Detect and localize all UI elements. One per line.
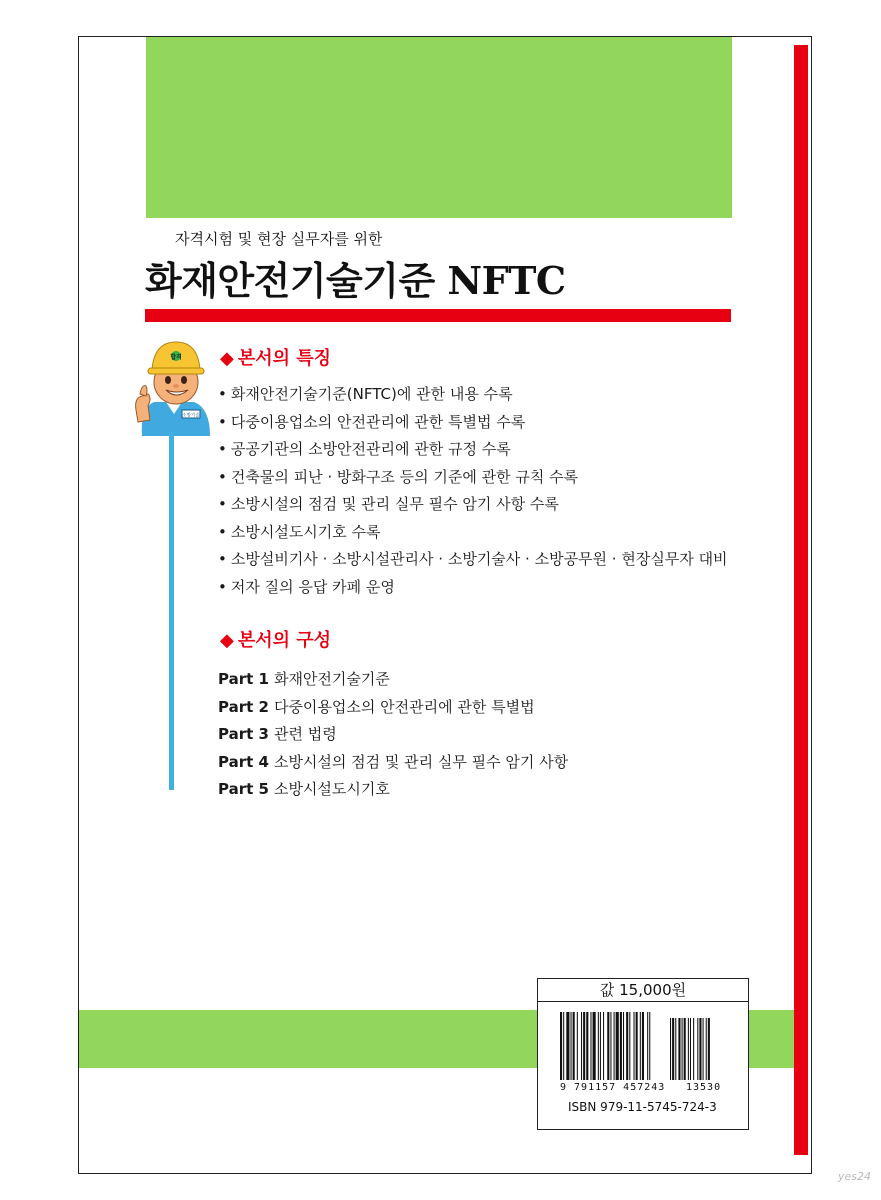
structure-heading: ◆ 본서의 구성 [220, 630, 332, 651]
features-heading: ◆ 본서의 특징 [220, 348, 332, 369]
bullet-icon: • [218, 495, 227, 513]
bullet-icon: • [218, 467, 227, 486]
bullet-icon: • [218, 440, 227, 458]
list-item: • 저자 질의 응답 카페 운영 [218, 575, 728, 603]
barcode-box [537, 1002, 749, 1130]
bullet-icon: • [218, 577, 227, 596]
watermark-text: yes24 [838, 1170, 872, 1183]
list-item: Part 4 소방시설의 점검 및 관리 실무 필수 암기 사항 [218, 752, 569, 771]
features-list [218, 382, 728, 602]
list-item: Part 2 다중이용업소의 안전관리에 관한 특별법 [218, 697, 535, 716]
list-item: • 공공기관의 소방안전관리에 관한 규정 수록 [218, 437, 728, 465]
cover-subtitle: 자격시험 및 현장 실무자를 위한 [175, 230, 383, 248]
barcode-digits: 9 791157 457243 [560, 1082, 666, 1093]
list-item: • 화재안전기술기준(NFTC)에 관한 내용 수록 [218, 382, 728, 410]
title-red-bar [145, 309, 731, 322]
diamond-icon: ◆ [220, 630, 234, 651]
bullet-icon: • [218, 412, 227, 431]
mascot-illustration [132, 336, 216, 436]
price-label: 값 15,000원 [537, 978, 749, 1002]
top-green-band [146, 37, 732, 218]
list-item: • 다중이용업소의 안전관리에 관한 특별법 수록 [218, 410, 728, 438]
barcode-icon [560, 1012, 730, 1082]
list-item: • 소방시설도시기호 수록 [218, 520, 728, 548]
bullet-icon: • [218, 522, 227, 541]
list-item: Part 3 관련 법령 [218, 725, 337, 743]
red-spine-stripe [794, 45, 808, 1155]
parts-list [218, 667, 568, 805]
list-item: • 건축물의 피난 · 방화구조 등의 기준에 관한 규칙 수록 [218, 465, 728, 493]
list-item: • 소방설비기사 · 소방시설관리사 · 소방기술사 · 소방공무원 · 현장실무자 대비 [218, 547, 728, 575]
bullet-icon: • [218, 550, 227, 568]
isbn-number: ISBN 979-11-5745-724-3 [568, 1100, 717, 1114]
mascot-helmet-text: 합격 [170, 354, 182, 361]
mascot-pointer-line [169, 432, 174, 790]
list-item: Part 5 소방시설도시기호 [218, 780, 390, 798]
bullet-icon: • [218, 385, 227, 403]
list-item: Part 1 화재안전기술기준 [218, 670, 390, 688]
barcode-addon-digits: 13530 [686, 1082, 722, 1093]
diamond-icon: ◆ [220, 348, 234, 369]
mascot-badge-text: 소방기술 [182, 413, 200, 419]
list-item: • 소방시설의 점검 및 관리 실무 필수 암기 사항 수록 [218, 492, 728, 520]
cover-title: 화재안전기술기준 NFTC [145, 258, 566, 303]
